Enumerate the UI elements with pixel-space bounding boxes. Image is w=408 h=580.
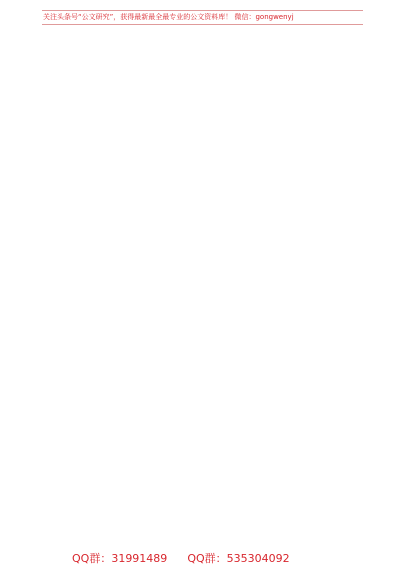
paragraph-line	[58, 233, 354, 240]
paragraph-line	[58, 73, 354, 80]
qq-group-1: QQ群：31991489	[72, 552, 168, 565]
paragraph-line	[58, 503, 354, 510]
paragraph-line	[68, 103, 354, 110]
paragraph-line	[68, 263, 354, 270]
paragraph-line	[68, 53, 354, 60]
contact-footer	[72, 552, 344, 566]
paragraph-line	[58, 353, 354, 360]
paragraph-line	[58, 343, 354, 350]
subsection-heading	[68, 483, 354, 490]
paragraph-line	[58, 163, 354, 170]
paragraph-line	[58, 193, 354, 200]
paragraph-line	[58, 413, 354, 420]
paragraph-line	[58, 543, 354, 550]
paragraph-line	[58, 513, 354, 520]
paragraph-line	[58, 533, 354, 540]
paragraph-line	[58, 183, 354, 190]
paragraph-line	[58, 123, 354, 130]
paragraph-line	[58, 143, 354, 150]
paragraph-line	[58, 463, 298, 470]
paragraph-line	[68, 313, 354, 320]
paragraph-line	[58, 63, 354, 70]
section-heading	[68, 383, 354, 390]
paragraph-line	[58, 273, 354, 280]
paragraph-line	[58, 43, 354, 50]
paragraph-line	[68, 33, 354, 40]
paragraph-line	[58, 243, 298, 250]
section-heading	[68, 473, 354, 480]
section-heading	[68, 253, 354, 260]
paragraph-line	[58, 373, 298, 380]
document-body	[58, 30, 354, 550]
paragraph-line	[58, 283, 354, 290]
paragraph-line	[58, 443, 354, 450]
qq-group-2: QQ群：535304092	[187, 552, 290, 565]
paragraph-line	[58, 83, 354, 90]
paragraph-line	[58, 173, 354, 180]
paragraph-line	[58, 293, 298, 300]
paragraph-line	[68, 393, 354, 400]
paragraph-line	[58, 333, 354, 340]
section-heading	[68, 303, 354, 310]
paragraph-line	[58, 203, 354, 210]
paragraph-line	[58, 153, 354, 160]
paragraph-line	[58, 363, 354, 370]
paragraph-line	[68, 493, 354, 500]
paragraph-line	[58, 223, 354, 230]
paragraph-line	[58, 423, 354, 430]
paragraph-line	[58, 403, 354, 410]
paragraph-line	[58, 523, 354, 530]
section-heading	[68, 93, 354, 100]
paragraph-line	[58, 453, 354, 460]
paragraph-line	[58, 213, 354, 220]
paragraph-line	[58, 113, 354, 120]
paragraph-line	[58, 133, 354, 140]
promo-banner: 关注头条号“公文研究”，获得最新最全最专业的公文资料库！ 微信：gongwenyj	[42, 10, 363, 25]
paragraph-line	[58, 433, 354, 440]
paragraph-line	[58, 323, 354, 330]
